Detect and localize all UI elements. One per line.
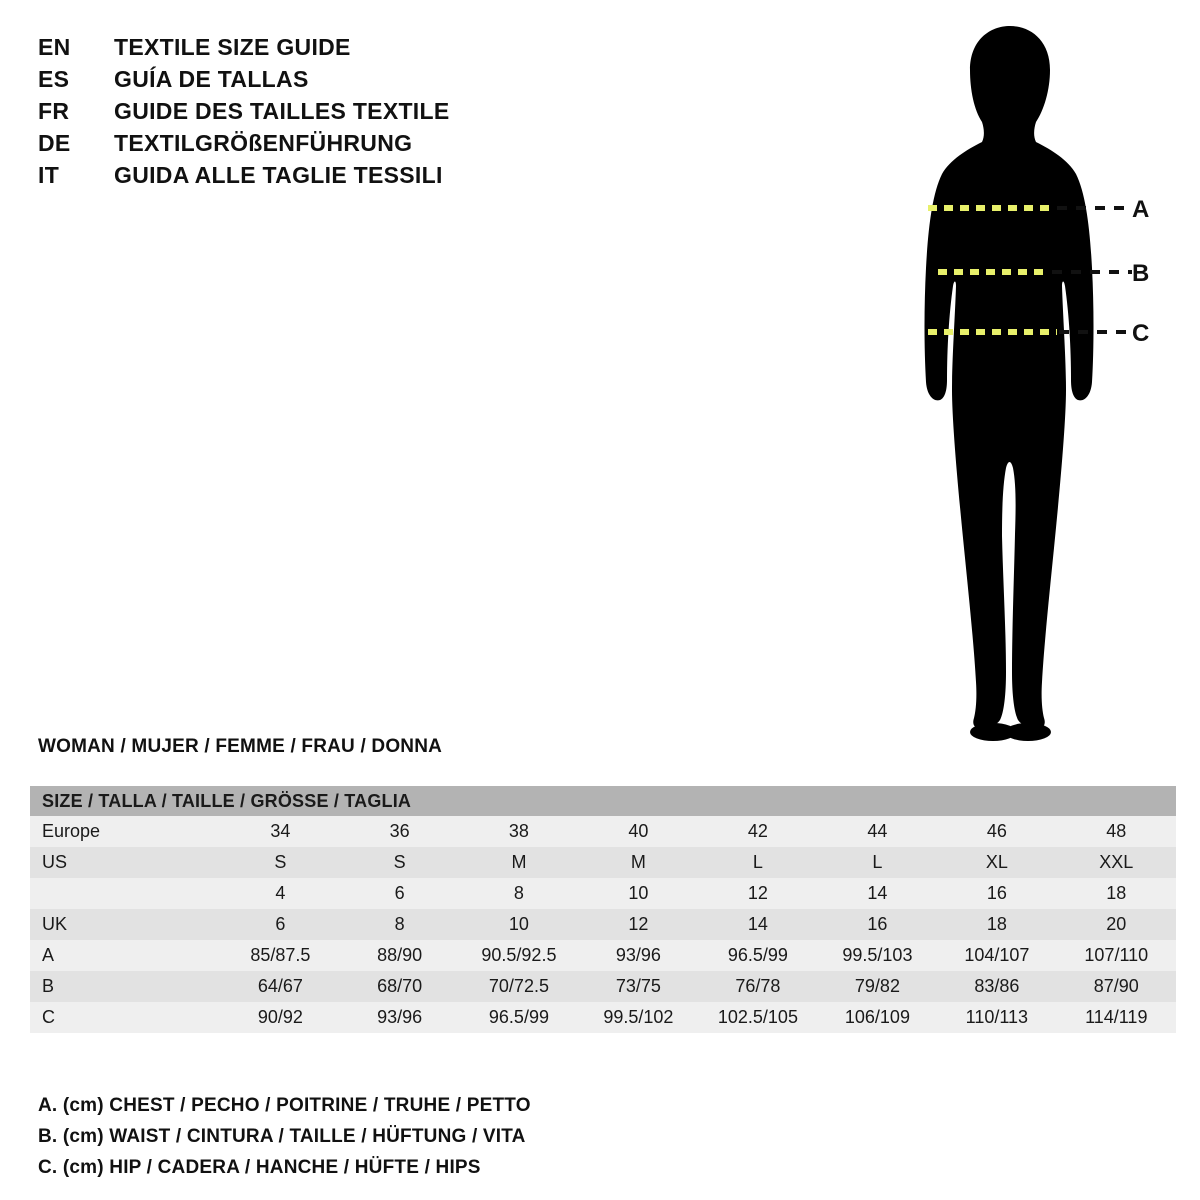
- cell: 8: [459, 878, 579, 909]
- language-title: TEXTILE SIZE GUIDE: [114, 34, 351, 60]
- cell: 44: [818, 816, 937, 847]
- row-label: Europe: [30, 816, 221, 847]
- cell: 12: [698, 878, 818, 909]
- cell: 114/119: [1057, 1002, 1176, 1033]
- cell: 73/75: [579, 971, 698, 1002]
- measurement-legend: [38, 1090, 738, 1183]
- cell: 6: [340, 878, 459, 909]
- language-row: [38, 162, 598, 194]
- language-code: ES: [38, 66, 70, 92]
- measure-label-c: C: [1132, 320, 1150, 347]
- size-chart-table: [30, 786, 1176, 1033]
- row-label: B: [30, 971, 221, 1002]
- cell: S: [340, 847, 459, 878]
- cell: 93/96: [579, 940, 698, 971]
- cell: 96.5/99: [698, 940, 818, 971]
- language-row: [38, 130, 598, 162]
- cell: 99.5/103: [818, 940, 937, 971]
- cell: 42: [698, 816, 818, 847]
- language-title: GUIDE DES TAILLES TEXTILE: [114, 98, 450, 124]
- body-figure-diagram: [860, 18, 1180, 748]
- cell: M: [579, 847, 698, 878]
- cell: 12: [579, 909, 698, 940]
- cell: 104/107: [937, 940, 1056, 971]
- cell: 107/110: [1057, 940, 1176, 971]
- row-label: C: [30, 1002, 221, 1033]
- table-row: [30, 878, 1176, 909]
- table-head: [30, 786, 1176, 816]
- cell: 96.5/99: [459, 1002, 579, 1033]
- cell: 14: [698, 909, 818, 940]
- row-label: US: [30, 847, 221, 878]
- row-label: UK: [30, 909, 221, 940]
- cell: 8: [340, 909, 459, 940]
- language-code: DE: [38, 130, 71, 156]
- cell: 46: [937, 816, 1056, 847]
- cell: 76/78: [698, 971, 818, 1002]
- female-silhouette-icon: [860, 18, 1180, 748]
- language-row: [38, 34, 598, 66]
- cell: 36: [340, 816, 459, 847]
- table-row: [30, 847, 1176, 878]
- cell: 10: [459, 909, 579, 940]
- cell: 90.5/92.5: [459, 940, 579, 971]
- legend-row-c: C. (cm) HIP / CADERA / HANCHE / HÜFTE / HIPS: [38, 1157, 481, 1178]
- language-code: IT: [38, 162, 60, 188]
- legend-row-b: B. (cm) WAIST / CINTURA / TAILLE / HÜFTUNG / VITA: [38, 1126, 526, 1147]
- cell: 16: [818, 909, 937, 940]
- language-code: FR: [38, 98, 70, 124]
- cell: 99.5/102: [579, 1002, 698, 1033]
- legend-row-a: A. (cm) CHEST / PECHO / POITRINE / TRUHE / PETTO: [38, 1095, 531, 1116]
- cell: 87/90: [1057, 971, 1176, 1002]
- cell: 110/113: [937, 1002, 1056, 1033]
- cell: 48: [1057, 816, 1176, 847]
- language-title: TEXTILGRÖßENFÜHRUNG: [114, 130, 413, 156]
- cell: 18: [1057, 878, 1176, 909]
- cell: L: [818, 847, 937, 878]
- cell: 4: [221, 878, 340, 909]
- cell: 18: [937, 909, 1056, 940]
- cell: 88/90: [340, 940, 459, 971]
- cell: 20: [1057, 909, 1176, 940]
- language-row: [38, 98, 598, 130]
- table-row: [30, 1002, 1176, 1033]
- cell: 64/67: [221, 971, 340, 1002]
- cell: 79/82: [818, 971, 937, 1002]
- cell: 102.5/105: [698, 1002, 818, 1033]
- cell: 90/92: [221, 1002, 340, 1033]
- language-title: GUÍA DE TALLAS: [114, 66, 309, 92]
- cell: 16: [937, 878, 1056, 909]
- section-caption: WOMAN / MUJER / FEMME / FRAU / DONNA: [38, 736, 443, 757]
- cell: XXL: [1057, 847, 1176, 878]
- table-body: [30, 816, 1176, 1033]
- cell: 14: [818, 878, 937, 909]
- measure-label-a: A: [1132, 196, 1150, 223]
- cell: 34: [221, 816, 340, 847]
- cell: 93/96: [340, 1002, 459, 1033]
- cell: XL: [937, 847, 1056, 878]
- measure-label-b: B: [1132, 260, 1150, 287]
- cell: S: [221, 847, 340, 878]
- language-title-block: [38, 34, 598, 194]
- row-label: [30, 878, 221, 909]
- cell: 70/72.5: [459, 971, 579, 1002]
- table-header-row: [30, 786, 1176, 816]
- cell: 6: [221, 909, 340, 940]
- cell: 10: [579, 878, 698, 909]
- cell: 85/87.5: [221, 940, 340, 971]
- language-row: [38, 66, 598, 98]
- cell: 83/86: [937, 971, 1056, 1002]
- row-label: A: [30, 940, 221, 971]
- cell: 106/109: [818, 1002, 937, 1033]
- cell: M: [459, 847, 579, 878]
- table-row: [30, 971, 1176, 1002]
- table-row: [30, 909, 1176, 940]
- cell: 40: [579, 816, 698, 847]
- table-row: [30, 940, 1176, 971]
- table-header-label: SIZE / TALLA / TAILLE / GRÖSSE / TAGLIA: [30, 786, 1176, 816]
- cell: 68/70: [340, 971, 459, 1002]
- cell: 38: [459, 816, 579, 847]
- language-title: GUIDA ALLE TAGLIE TESSILI: [114, 162, 443, 188]
- language-code: EN: [38, 34, 71, 60]
- table-row: [30, 816, 1176, 847]
- cell: L: [698, 847, 818, 878]
